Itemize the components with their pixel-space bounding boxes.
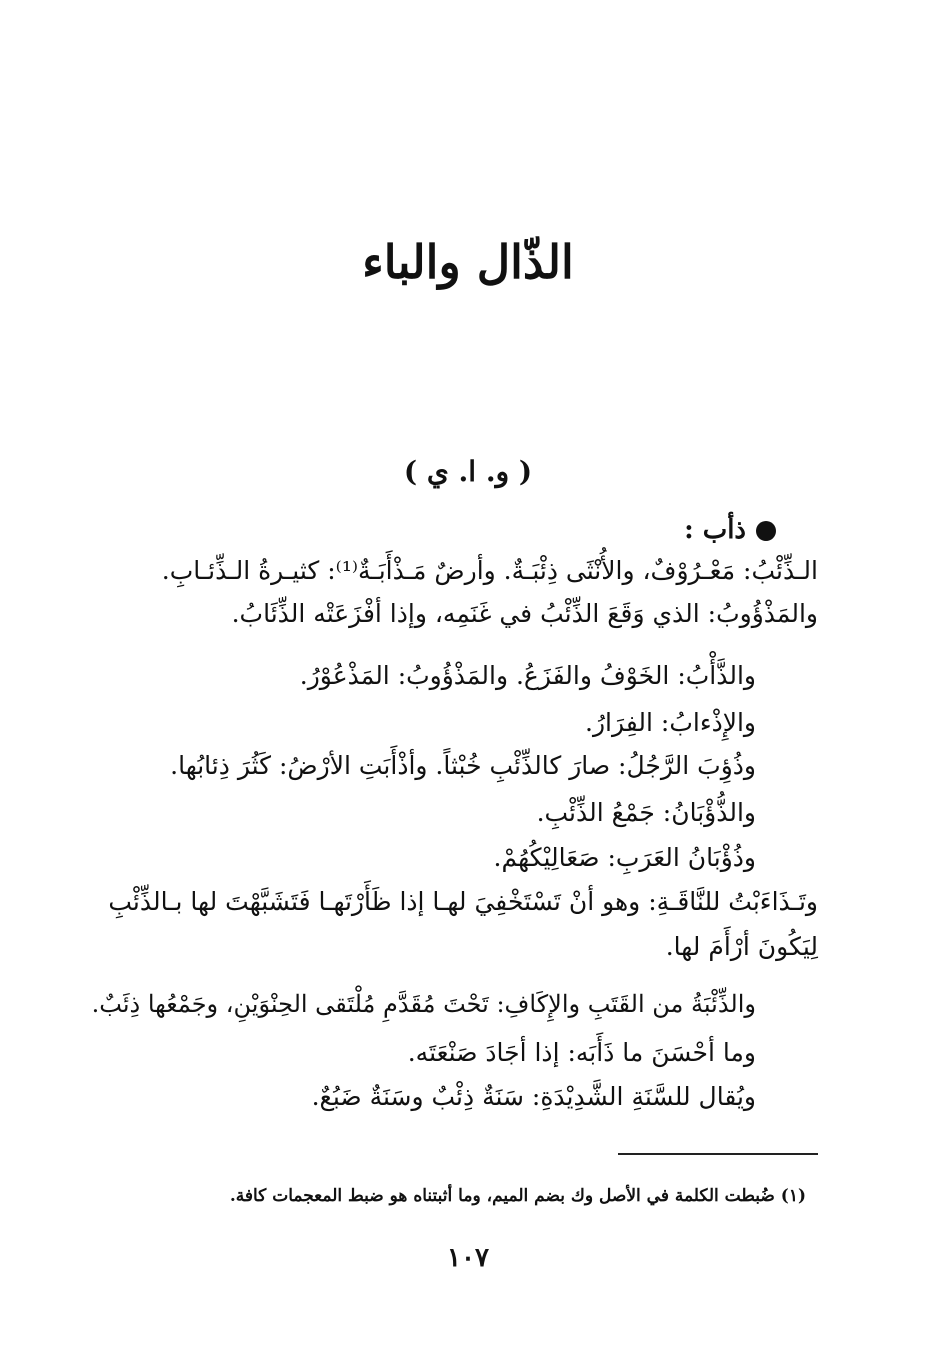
chapter-title: الذّال والباء	[362, 235, 574, 289]
entry-line-4: والإِذْءابُ: الفِرَارُ.	[585, 708, 756, 737]
entry-line-11: وما أحْسَنَ ما ذَأَبَه: إذا أجَادَ صَنْعَتَه.	[407, 1038, 756, 1067]
entry-root-heading	[684, 512, 776, 548]
entry-root-label: ذأب :	[684, 515, 746, 545]
entry-line-5: وذُؤِبَ الرَّجُلُ: صارَ كالذِّئْبِ خُبْثاً. وأذْأَبَتِ الأرْضُ: كَثُرَ ذِئابُها.	[170, 751, 756, 780]
entry-line-7: وذُؤْبَانُ العَرَبِ: صَعَالِيْكُهُمْ.	[493, 843, 756, 872]
entry-line-1: الـذِّئْبُ: مَعْـرُوْفٌ، والأُنْثَى ذِئْبَـةٌ. وأرضٌ مَـذْأَبَـةٌ⁽¹⁾: كثيـرةُ الـذِّئـابِ.	[161, 556, 818, 585]
entry-line-10: والذِّئْبَةُ من القَتَبِ والإِكَافِ: تَحْتَ مُقَدَّمِ مُلْتَقى الحِنْوَيْنِ، وجَمْعُها ذِئَبٌ.	[91, 990, 756, 1018]
footnote: (١) ضُبطت الكلمة في الأصل وك بضم الميم، وما أثبتناه هو ضبط المعجمات كافة.	[229, 1186, 806, 1206]
page-number: ١٠٧	[447, 1243, 489, 1273]
entry-line-3: والذَّأْبُ: الخَوْفُ والفَزَعُ. والمَذْؤُوبُ: المَذْعُوْرُ.	[299, 661, 756, 690]
entry-line-6: والذُّؤْبَانُ: جَمْعُ الذِّئْبِ.	[536, 798, 756, 827]
entry-line-9: لِيَكُونَ أرْأَمَ لها.	[665, 932, 818, 961]
bullet-icon	[756, 521, 776, 541]
entry-line-12: ويُقال للسَّنَةِ الشَّدِيْدَةِ: سَنَةٌ ذِئْبٌ وسَنَةٌ ضَبُعٌ.	[311, 1082, 756, 1111]
entry-line-8: وتَـذَاءَبْتُ للنَّاقَـةِ: وهو أنْ تَسْتَخْفِيَ لهـا إذا ظَأَرْتَهـا فَتَشَبَّهْتَ لها بـالذِّئْبِ	[108, 887, 818, 916]
footnote-divider	[618, 1153, 818, 1155]
entry-line-2: والمَذْؤُوبُ: الذي وَقَعَ الذِّئْبُ في غَنَمِه، وإذا أفْزَعَتْه الذِّئَابُ.	[231, 599, 818, 628]
section-heading: ( و. ا. ي )	[403, 455, 533, 488]
